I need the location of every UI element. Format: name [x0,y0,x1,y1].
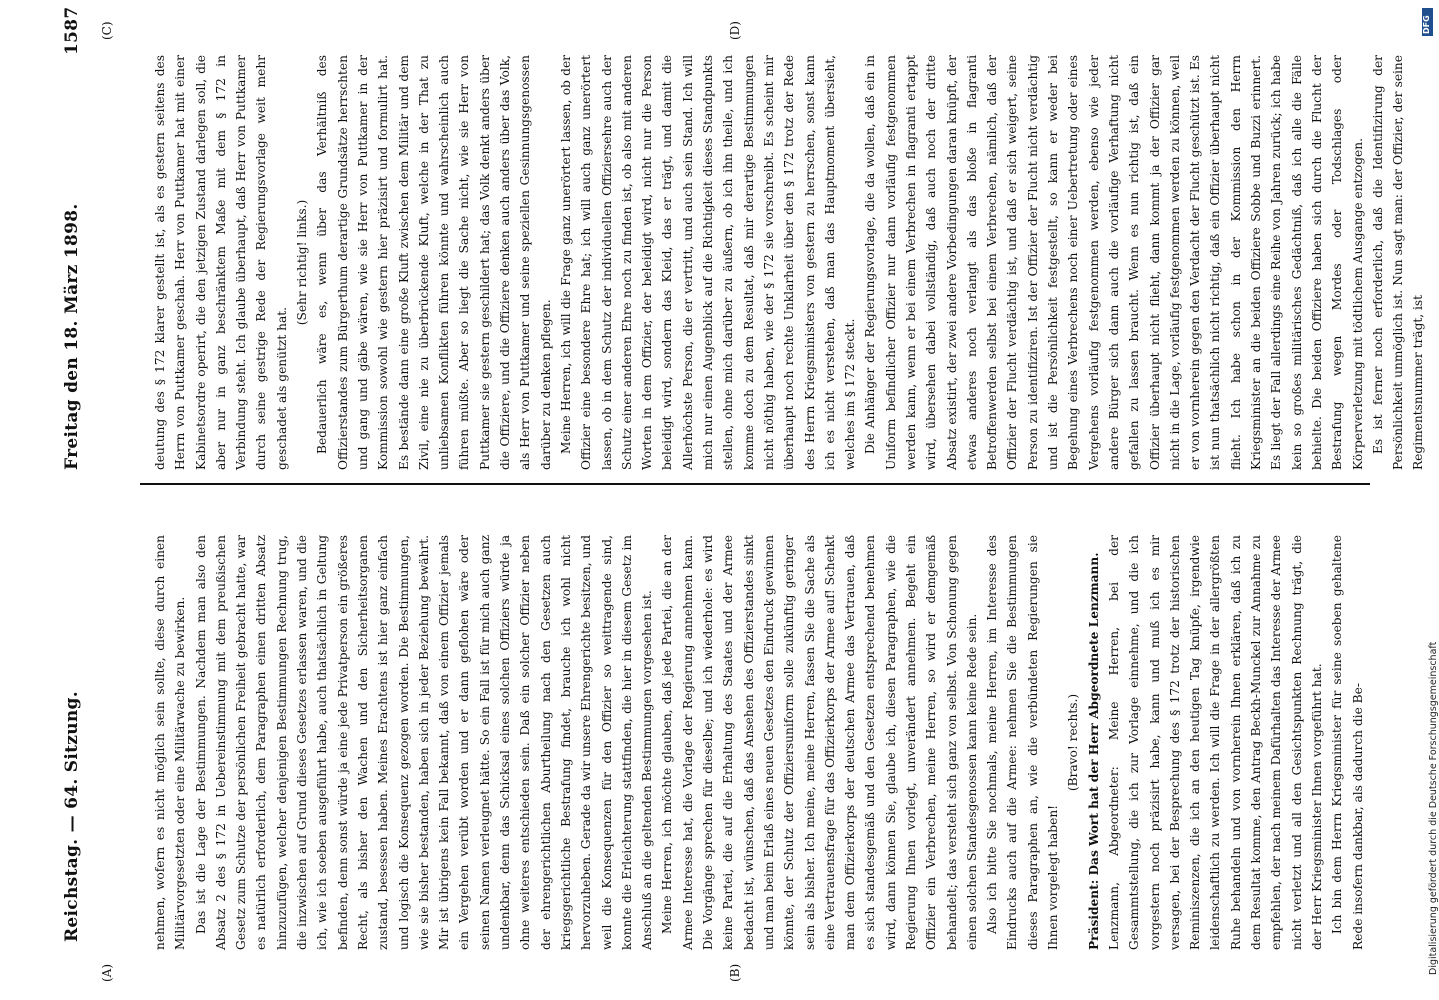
paragraph: Ich bin dem Herrn Kriegsminister für seine soeben gehaltene Rede insofern dankbar, als dadurch die Be- [1330,535,1365,950]
paragraph: Es ist ferner noch erforderlich, daß die Identifizirung der Persönlichkeit unmöglich ist. Nun sagt man: der Offizier, der seine Regimentsnummer trägt, ist [1370,55,1426,470]
paragraph: Lenzmann, Abgeordneter: Meine Herren, bei der Gesammtstellung, die ich zur Vorlage einnehme, und die ich vorgestern noch präzisirt habe, kann und muß ich es mir versagen, bei der Besprechung des § 172 trotz der historischen Reminiszenzen, die ich an den heutigen Tag knüpfe, irgendwie leidenschaftlich zu werden. Ich will die Frage in der allergrößten Ruhe behandeln und von vornherein Ihnen erklären, daß ich zu dem Resultat komme, den Antrag Beckh-Munckel zur Annahme zu empfehlen, der nach meinem Dafürhalten das Interesse der Armee nicht verletzt und all den Gesichtspunkten Rechnung trägt, die der Herr Kriegsminister Ihnen vorgeführt hat. [1106,535,1324,950]
interjection: (Bravo! rechts.) [1066,693,1081,792]
paragraph: Die Anhänger der Regierungsvorlage, die da wollen, daß ein in Uniform befindlicher Offizier nur dann vorläufig festgenommen werden kann, wenn er bei einem Verbrechen in flagranti ertappt wird, übersehen dabei vollständig, daß auch noch der dritte Absatz existirt, der zwei andere Vorbedingungen daran knüpft, der etwas anderes noch verlangt als das bloße in flagranti Betroffenwerden selbst bei einem Verbrechen, nämlich, daß der Offizier der Flucht verdächtig ist, und daß er sich weigert, seine Person zu identifiziren. Ist der Offizier der Flucht nicht verdächtig und ist die Persönlichkeit festgestellt, so kann er weder bei Begehung eines Verbrechens noch einer Uebertretung oder eines Vergehens vorläufig festgenommen werden, ebenso wie jeder andere Bürger sich dann auch die vorläufige Verhaftung nicht gefallen zu lassen braucht. Wenn es nun richtig ist, daß ein Offizier überhaupt nicht flieht, dann kommt ja der Offizier gar nicht in die Lage, vorläufig festgenommen werden zu können, weil er von vornherein gegen den Verdacht der Flucht geschützt ist. Es ist nun thatsächlich nicht richtig, daß ein Offizier überhaupt nicht flieht. Ich habe schon in der Kommission den Herrn Kriegsminister an die beiden Offiziere Sobbe und Buzzi erinnert. Es liegt der Fall allerdings eine Reihe von Jahren zurück; ich habe kein so großes militärisches Gedächtniß, daß ich alle die Fälle behielte. Die beiden Offiziere haben sich durch die Flucht der Bestrafung wegen Mordes oder Todschlages oder Körperverletzung mit tödtlichem Ausgange entzogen. [863,55,1365,470]
digitization-note: Digitalisierung gefördert durch die Deutsche Forschungsgemeinschaft [1428,641,1439,975]
paragraph: Meine Herren, ich will die Frage ganz unerörtert lassen, ob der Offizier eine besondere Ehre hat; ich will auch ganz unerörtert lassen, ob in dem Schutz der individuellen Offiziersehre auch der Schutz einer anderen Ehre noch zu finden ist, ob also mit anderen Worten in dem Offizier, der beleidigt wird, nicht nur die Person beleidigt wird, sondern das Kleid, das er trägt, und damit die Allerhöchste Person, die er vertritt, und auch sein Stand. Ich will mich nur einen Augenblick auf die Richtigkeit dieses Standpunkts stellen, ohne mich darüber zu äußern, ob ich ihn theile, und ich komme doch zu dem Resultat, daß mir derartige Bestimmungen nicht nöthig haben, wie der § 172 sie vorschreibt. Es scheint mir überhaupt noch rechte Unklarheit über den § 172 trotz der Rede des Herrn Kriegsministers von gestern zu herrschen, sonst kann ich es nicht verstehen, daß man das Hauptmoment übersieht, welches im § 172 steckt. [558,55,858,470]
paragraph: Das ist die Lage der Bestimmungen. Nachdem man also den Absatz 2 des § 172 in Uebereinstimmung mit dem preußischen Gesetz zum Schutze der persönlichen Freiheit gebracht hatte, war es natürlich erforderlich, dem Paragraphen einen dritten Absatz hinzuzufügen, welcher denjenigen Bestimmungen Rechnung trug, die inzwischen auf Grund dieses Gesetzes erlassen waren, und die ich, wie ich soeben ausgeführt habe, auch thatsächlich in Geltung befinden, denn sonst würde ja eine jede Privatperson ein größeres Recht, als bisher den Wachen und den Sicherheitsorganen zustand, besessen haben. Meines Erachtens ist hier ganz einfach und logisch die Konsequenz gezogen worden. Die Bestimmungen, wie sie bisher bestanden, haben sich in jeder Beziehung bewährt. Mir ist übrigens kein Fall bekannt, daß von einem Offizier jemals ein Vergehen verübt worden und er dann geflohen wäre oder seinen Namen verleugnet hätte. So ein Fall ist für mich auch ganz undenkbar, denn das Schicksal eines solchen Offiziers würde ja ohne weiteres entschieden sein. Daß ein solcher Offizier neben der ehrengerichtlichen Aburtheilung nach den Gesetzen auch kriegsgerichtliche Bestrafung findet, brauche ich wohl nicht hervorzuheben. Gerade da wir unsere Ehrengerichte besitzen, und weil die Konsequenzen für den Offizier so weittragende sind, konnte die Erleichterung stattfinden, die hier in diesem Gesetz im Anschluß an die geltenden Bestimmungen vorgesehen ist. [193,535,655,950]
running-header-date: Freitag den 18. März 1898. [62,203,82,470]
margin-marker-b: (B) [728,963,742,982]
margin-marker-d: (D) [728,21,742,40]
paragraph: deutung des § 172 klarer gestellt ist, als es gestern seitens des Herrn von Puttkamer geschah. Herr von Puttkamer hat mit einer Kabinetsordre operirt, die den jetzigen Zustand darlegen soll, die aber nur in ganz beschränktem Maße mit dem § 172 in Verbindung steht. Ich glaube überhaupt, daß Herr von Puttkamer durch seine gestrige Rede der Regierungsvorlage weit mehr geschadet als genützt hat. [153,55,289,470]
speaker-paragraph: Präsident: Das Wort hat der Herr Abgeordnete Lenzmann. [1086,552,1101,950]
column-divider [140,483,1370,485]
left-column [150,535,1368,950]
dfg-logo: DFG [1422,8,1433,36]
running-header-left: Reichstag. — 64. Sitzung. [62,691,82,942]
paragraph: Bedauerlich wäre es, wenn über das Verhältniß des Offizierstandes zum Bürgerthum derartige Grundsätze herrschten und gang und gäbe wären, wie sie Herr von Puttkamer in der Kommission sowohl wie gestern hier präzisirt und formulirt hat. Es bestände dann eine große Kluft zwischen dem Militär und dem Zivil, eine nie zu überbrückende Kluft, welche in der That zu unliebsamen Konflikten führen könnte und wahrscheinlich auch führen müßte. Aber so liegt die Sache nicht, wie sie Herr von Puttkamer sie gestern geschildert hat; das Volk denkt anders über die Offiziere, und die Offiziere denken auch anders über das Volk, als Herr von Puttkamer und seine speziellen Gesinnungsgenossen darüber zu denken pflegen. [315,55,553,470]
paragraph: Also ich bitte Sie nochmals, meine Herren, im Interesse des Eindrucks auch auf die Armee: nehmen Sie die Bestimmungen dieses Paragraphen an, wie die verbündeten Regierungen sie Ihnen vorgelegt haben! [985,535,1061,950]
right-column [150,55,1429,470]
interjection: (Sehr richtig! links.) [295,199,310,326]
paragraph: nehmen, wofern es nicht möglich sein sollte, diese durch einen Militärvorgesetzten oder eine Militärwache zu bewirken. [153,535,188,950]
margin-marker-a: (A) [100,963,114,982]
page-number: 1587 [62,6,82,55]
paragraph: Meine Herren, ich möchte glauben, daß jede Partei, die an der Armee Interesse hat, die Vorlage der Regierung annehmen kann. Die Vorgänge sprechen für dieselbe; und ich wiederhole: es wird keine Partei, die auf die Erhaltung des Staates und der Armee bedacht ist, wünschen, daß das Ansehen des Offizierstandes sinkt und man beim Erlaß eines neuen Gesetzes den Eindruck gewinnen könnte, der Schutz der Offiziersuniform solle zukünftig geringer sein als bisher. Ich meine, meine Herren, fassen Sie die Sache als eine Vertrauensfrage für das Offizierkorps der Armee auf! Schenkt man dem Offizierkorps der deutschen Armee das Vertrauen, daß es sich standesgemäß und den Gesetzen entsprechend benehmen wird, dann können Sie, glaube ich, diesen Paragraphen, wie die Regierung Ihnen vorlegt, unverändert annehmen. Begeht ein Offizier ein Verbrechen, meine Herren, so wird er demgemäß behandelt; das versteht sich ganz von selbst. Von Schonung gegen einen solchen Standesgenossen kann keine Rede sein. [660,535,979,950]
margin-marker-c: (C) [100,21,114,40]
